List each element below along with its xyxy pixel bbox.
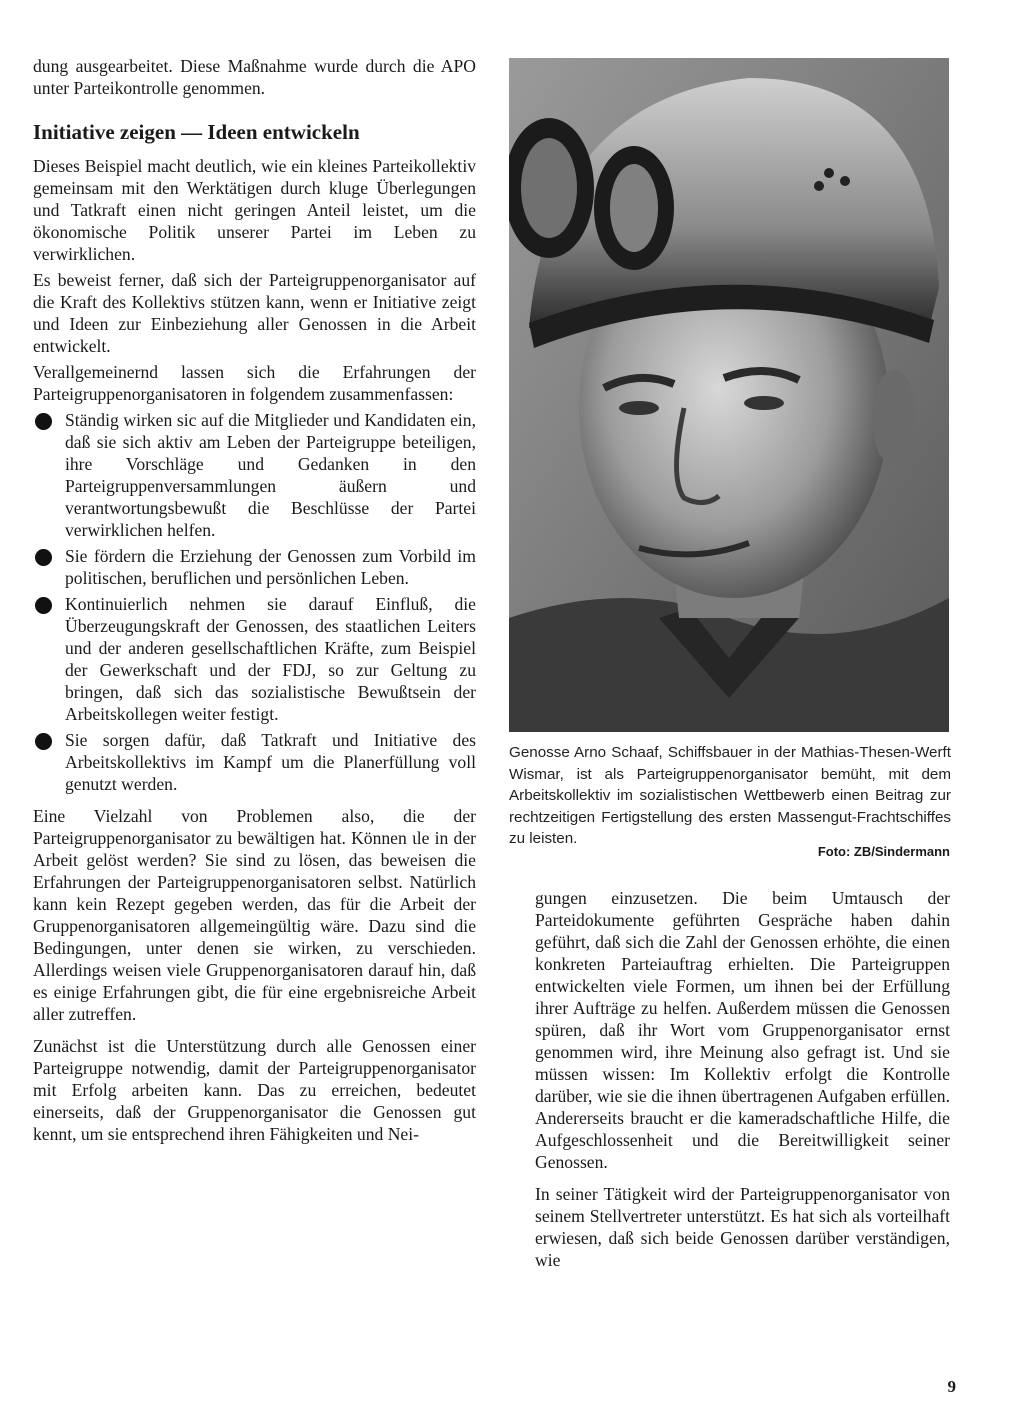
photo-credit: Foto: ZB/Sindermann xyxy=(817,844,950,859)
worker-portrait-photo xyxy=(509,58,949,732)
paragraph: Dieses Beispiel macht deutlich, wie ein kleines Parteikollektiv gemeinsam mit den Werktätigen durch kluge Überlegungen und Tatkraft einen nicht geringen Anteil leistet, um die ökonomische Politik unserer Partei im Leben zu verwirklichen. xyxy=(33,156,476,264)
photo-caption: Genosse Arno Schaaf, Schiffsbauer in der Mathias-Thesen-Werft Wismar, ist als Parteigruppenorganisator bemüht, mit dem Arbeitskollektiv im sozialistischen Wettbewerb einen Beitrag zur rechtzeitigen Fertigstellung des ersten Massengut-Frachtschiffes zu leisten. xyxy=(509,744,951,847)
bullet-dot-icon xyxy=(35,549,52,566)
paragraph: In seiner Tätigkeit wird der Parteigruppenorganisator von seinem Stellvertreter unterstützt. Es hat sich als vorteilhaft erwiesen, daß sich beide Genossen darüber verständigen, wie xyxy=(535,1184,950,1270)
paragraph: Eine Vielzahl von Problemen also, die der Parteigruppenorganisator zu bewältigen hat. Können ɩle in der Arbeit gelöst werden? Sie sind zu lösen, das beweisen die Erfahrungen der Parteigruppenorganisatoren selbst. Natürlich kann kein Rezept gegeben werden, das für die Arbeit der Gruppenorganisatoren allgemeingültig wäre. Dazu sind die Bedingungen, unter denen sie wirken, zu verschieden. Allerdings weisen viele Gruppenorganisatoren darauf hin, daß es einige Erfahrungen gibt, die für eine ergebnisreiche Arbeit aller zutreffen. xyxy=(33,806,476,1024)
bullet-dot-icon xyxy=(35,413,52,430)
bullet-item: Sie fördern die Erziehung der Genossen zum Vorbild im politischen, beruflichen und persönlichen Leben. xyxy=(33,545,476,589)
bullet-item: Kontinuierlich nehmen sie darauf Einfluß, die Überzeugungskraft der Genossen, des staatlichen Leiters und der anderen gesellschaftlichen Kräfte, zum Beispiel der Gewerkschaft und der FDJ, so zur Geltung zu bringen, daß sich das sozialistische Bewußtsein der Arbeitskollegen weiter festigt. xyxy=(33,593,476,725)
bullet-dot-icon xyxy=(35,597,52,614)
portrait-illustration xyxy=(509,58,949,732)
paragraph: Es beweist ferner, daß sich der Parteigruppenorganisator auf die Kraft des Kollektivs stützen kann, wenn er Initiative zeigt und Ideen zur Einbeziehung aller Genossen in die Arbeit entwickelt. xyxy=(33,270,476,356)
paragraph: Zunächst ist die Unterstützung durch alle Genossen einer Parteigruppe notwendig, damit der Parteigruppenorganisator mit Erfolg arbeiten kann. Das zu erreichen, bedeutet einerseits, daß der Gruppenorganisator die Genossen gut kennt, um sie entsprechend ihren Fähigkeiten und Nei- xyxy=(33,1036,476,1144)
intro-paragraph: dung ausgearbeitet. Diese Maßnahme wurde durch die APO unter Parteikontrolle genommen. xyxy=(33,56,476,98)
left-column xyxy=(33,55,476,1155)
bullet-dot-icon xyxy=(35,733,52,750)
section-heading: Initiative zeigen — Ideen entwickeln xyxy=(33,120,360,144)
paragraph: Verallgemeinernd lassen sich die Erfahrungen der Parteigruppenorganisatoren in folgendem zusammenfassen: xyxy=(33,362,476,404)
bullet-item: Ständig wirken sic auf die Mitglieder und Kandidaten ein, daß sie sich aktiv am Leben der Parteigruppe beteiligen, ihre Vorschläge und Gedanken in den Parteigruppenversammlungen äußern und verantwortungsbewußt die Beschlüsse der Partei verwirklichen helfen. xyxy=(33,409,476,541)
paragraph: gungen einzusetzen. Die beim Umtausch der Parteidokumente geführten Gespräche haben dahin geführt, daß sich die Zahl der Genossen erhöhte, die einen konkreten Parteiauftrag erhielten. Die Parteigruppen entwickelten viele Formen, um ihnen bei der Erfüllung ihrer Aufträge zu helfen. Außerdem müssen die Genossen spüren, daß ihr Wort vom Gruppenorganisator ernst genommen wird, ihre Meinung also gefragt ist. Und sie müssen wissen: Im Kollektiv erfolgt die Kontrolle darüber, wie sie die ihnen übertragenen Aufgaben erfüllen. Andererseits braucht er die kameradschaftliche Hilfe, die Aufgeschlossenheit und die Bereitwilligkeit seiner Genossen. xyxy=(535,888,950,1172)
bullet-item: Sie sorgen dafür, daß Tatkraft und Initiative des Arbeitskollektivs im Kampf um die Planerfüllung voll genutzt werden. xyxy=(33,729,476,795)
bullet-list xyxy=(33,409,476,795)
right-column xyxy=(535,887,950,1281)
page-number: 9 xyxy=(947,1377,956,1396)
